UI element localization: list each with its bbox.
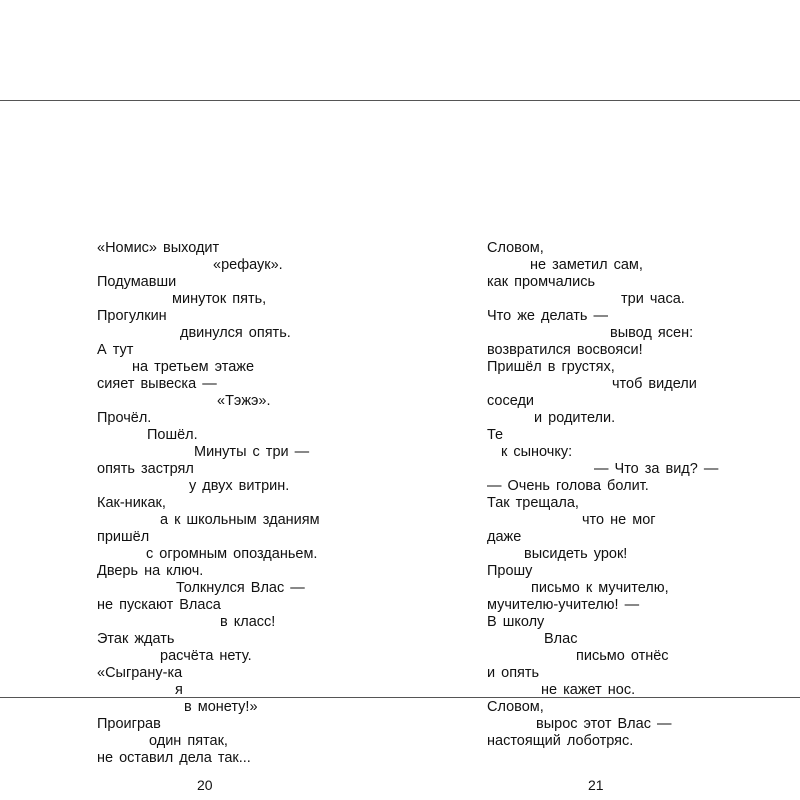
poem-line: чтоб видели	[612, 376, 697, 392]
poem-line: — Что за вид? —	[594, 461, 719, 477]
poem-line: А тут	[97, 342, 134, 358]
poem-line: не пускают Власа	[97, 597, 221, 613]
poem-line: Минуты с три —	[194, 444, 310, 460]
poem-line: даже	[487, 529, 522, 545]
poem-line: Как-никак,	[97, 495, 166, 511]
poem-line: не кажет нос.	[541, 682, 636, 698]
poem-line: в класс!	[220, 614, 276, 630]
poem-line: у двух витрин.	[189, 478, 290, 494]
left-page	[0, 101, 400, 793]
page-number: 21	[588, 777, 604, 793]
poem-line: Пришёл в грустях,	[487, 359, 615, 375]
poem-line: я	[175, 682, 183, 698]
poem-line: «рефаук».	[213, 257, 283, 273]
poem-line: Прогулкин	[97, 308, 167, 324]
poem-line: расчёта нету.	[160, 648, 252, 664]
page-number: 20	[197, 777, 213, 793]
poem-line: Толкнулся Влас —	[176, 580, 305, 596]
poem-line: письмо к мучителю,	[531, 580, 669, 596]
poem-line: Прошу	[487, 563, 533, 579]
poem-line: Словом,	[487, 699, 544, 715]
poem-line: в монету!»	[184, 699, 258, 715]
poem-line: вырос этот Влас —	[536, 716, 672, 732]
poem-line: двинулся опять.	[180, 325, 291, 341]
poem-line: Пошёл.	[147, 427, 198, 443]
poem-line: В школу	[487, 614, 545, 630]
poem-line: мучителю-учителю! —	[487, 597, 640, 613]
poem-line: что не мог	[582, 512, 656, 528]
poem-line: не заметил сам,	[530, 257, 643, 273]
poem-line: соседи	[487, 393, 535, 409]
poem-line: настоящий лоботряс.	[487, 733, 634, 749]
poem-line: три часа.	[621, 291, 685, 307]
poem-line: высидеть урок!	[524, 546, 628, 562]
poem-line: Так трещала,	[487, 495, 579, 511]
poem-line: Те	[487, 427, 504, 443]
poem-line: вывод ясен:	[610, 325, 694, 341]
poem-line: Проиграв	[97, 716, 161, 732]
poem-line: «Номис» выходит	[97, 240, 220, 256]
poem-line: письмо отнёс	[576, 648, 669, 664]
poem-line: Подумавши	[97, 274, 177, 290]
poem-line: к сыночку:	[501, 444, 573, 460]
poem-line: Словом,	[487, 240, 544, 256]
poem-line: как промчались	[487, 274, 596, 290]
poem-line: не оставил дела так...	[97, 750, 251, 766]
poem-line: Дверь на ключ.	[97, 563, 204, 579]
poem-line: Прочёл.	[97, 410, 152, 426]
poem-line: с огромным опозданьем.	[146, 546, 318, 562]
poem-line: и опять	[487, 665, 540, 681]
poem-line: — Очень голова болит.	[487, 478, 649, 494]
poem-line: Влас	[544, 631, 578, 647]
poem-line: Этак ждать	[97, 631, 175, 647]
right-page	[400, 101, 800, 793]
poem-line: «Тэжэ».	[217, 393, 271, 409]
poem-line: опять застрял	[97, 461, 194, 477]
poem-line: и родители.	[534, 410, 616, 426]
poem-line: один пятак,	[149, 733, 228, 749]
poem-line: на третьем этаже	[132, 359, 255, 375]
poem-line: возвратился восвояси!	[487, 342, 643, 358]
poem-line: а к школьным зданиям	[160, 512, 320, 528]
poem-line: пришёл	[97, 529, 150, 545]
poem-line: минуток пять,	[172, 291, 267, 307]
poem-line: Что же делать —	[487, 308, 609, 324]
poem-line: сияет вывеска —	[97, 376, 217, 392]
book-spread	[0, 100, 800, 793]
poem-line: «Сыграну-ка	[97, 665, 183, 681]
